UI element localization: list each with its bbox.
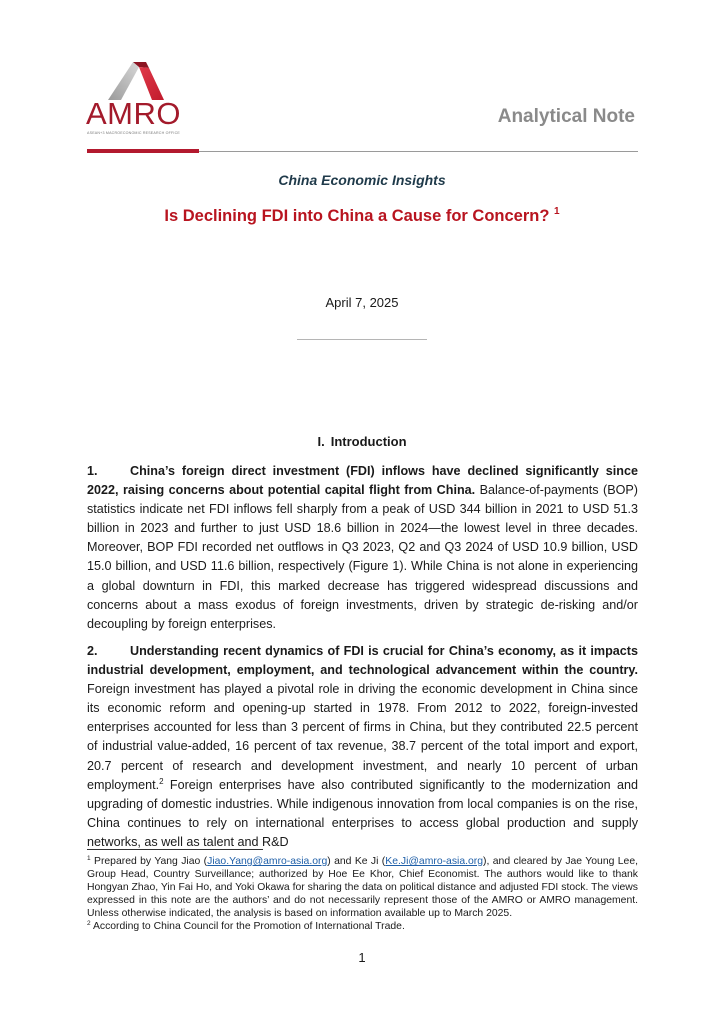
footnote-text: According to China Council for the Promotion of International Trade. <box>90 921 405 933</box>
section-number: I. <box>317 434 325 449</box>
email-link-jiao-yang[interactable]: Jiao.Yang@amro-asia.org <box>207 856 328 867</box>
footnote-ref-1[interactable]: 1 <box>554 206 560 217</box>
footnote-2 <box>87 920 638 933</box>
paragraph-lead: Understanding recent dynamics of FDI is crucial for China’s economy, as it impacts industrial development, employment, and technological advancement within the country. <box>87 644 638 678</box>
footnote-text: Prepared by Yang Jiao ( <box>90 856 208 867</box>
paragraph-number: 1. <box>87 464 98 478</box>
header-divider-accent <box>87 149 199 153</box>
footnotes <box>87 855 638 934</box>
document-type-label: Analytical Note <box>497 106 635 127</box>
publication-date: April 7, 2025 <box>325 295 399 310</box>
paragraph-number: 2. <box>87 644 98 658</box>
date-divider <box>297 339 427 340</box>
section-heading <box>0 434 724 449</box>
paragraph-body: Foreign investment has played a pivotal role in driving the economic development in China since its economic reform and opening-up started in 1978. From 2012 to 2022, foreign-invested enterprises accounted for less than 3 percent of firms in China, but they contributed 22.5 percent of industrial value-added, 16 percent of tax revenue, 38.7 percent of the total import and export, 20.7 percent of research and development investment, and nearly 10 percent of urban employment. <box>87 682 638 792</box>
footnote-marker: 1 <box>87 855 91 862</box>
amro-logo <box>86 62 198 137</box>
series-title: China Economic Insights <box>278 172 446 188</box>
document-title-text: Is Declining FDI into China a Cause for Concern? <box>164 207 550 225</box>
paragraph-1 <box>87 462 638 634</box>
paragraph-2 <box>87 642 638 852</box>
paragraph-body-continued: Foreign enterprises have also contributed significantly to the modernization and upgrading of domestic industries. While indigenous innovation from local companies is on the rise, China continues to rely on international enterprises to access global production and supply networks, as well as talent and R&D <box>87 777 638 849</box>
paragraph-lead: China’s foreign direct investment (FDI) inflows have declined significantly since 2022, raising concerns about potential capital flight from China. <box>87 464 638 498</box>
logo-subtitle: ASEAN+3 MACROECONOMIC RESEARCH OFFICE <box>87 131 180 135</box>
amro-roof-logo-icon <box>108 62 170 100</box>
email-link-ke-ji[interactable]: Ke.Ji@amro-asia.org <box>385 856 484 867</box>
footnote-divider <box>87 849 263 850</box>
footnote-1 <box>87 855 638 920</box>
paragraph-body: Balance-of-payments (BOP) statistics indicate net FDI inflows fell sharply from a peak of USD 344 billion in 2021 to USD 51.3 billion in 2023 and further to just USD 18.6 billion in 2024—the lowest level in three decades. Moreover, BOP FDI recorded net outflows in Q3 2023, Q2 and Q3 2024 of USD 10.9 billion, USD 15.0 billion, and USD 11.6 billion, respectively (Figure 1). While China is not alone in experiencing a global downturn in FDI, this marked decrease has triggered widespread discussions and concerns about a mass exodus of foreign investments, driven by strategic de-risking and/or decoupling by foreign enterprises. <box>87 483 638 631</box>
logo-wordmark: AMRO <box>86 96 181 131</box>
header-divider <box>199 151 638 152</box>
footnote-text: ) and Ke Ji ( <box>327 856 386 867</box>
section-title: Introduction <box>330 434 407 449</box>
page-number: 1 <box>358 950 366 965</box>
footnote-marker: 2 <box>87 920 91 928</box>
footnote-ref-2[interactable]: 2 <box>159 776 164 786</box>
document-title <box>0 206 724 226</box>
footnote-text: ), and cleared by Jae Young Lee, Group Head, Country Surveillance; authorized by Hoe Ee Khor, Chief Economist. The authors would like to thank Hongyan Zhao, Yin Fai Ho, and Yoki Okawa for sharing the data on political distance and adjusted FDI stock. The views expressed in this note are the authors’ and do not necessarily represent those of the AMRO or AMRO management. Unless otherwise indicated, the analysis is based on information available up to March 2025. <box>87 856 638 920</box>
